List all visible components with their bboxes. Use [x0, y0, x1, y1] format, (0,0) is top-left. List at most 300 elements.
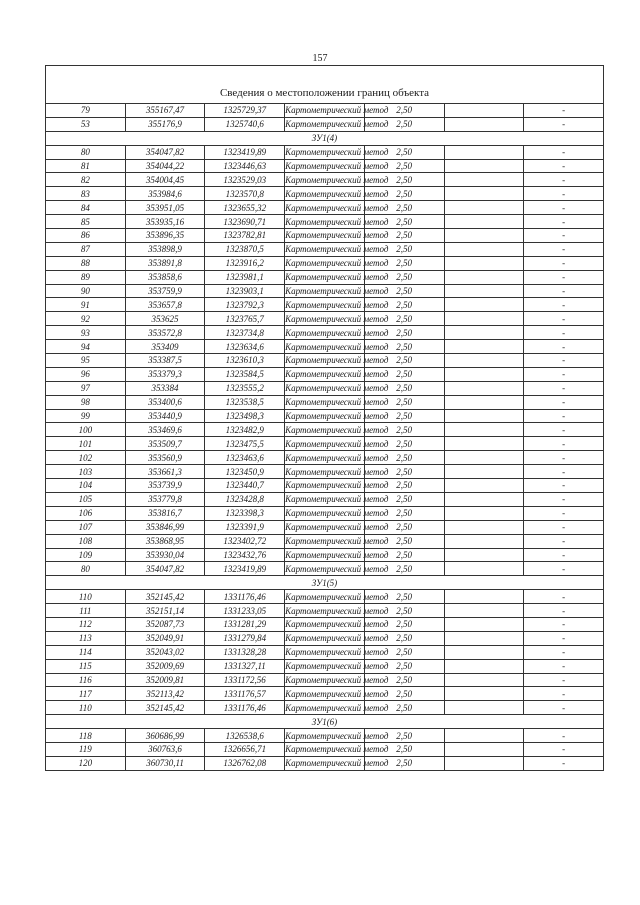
- x-coordinate-cell: 353509,7: [125, 437, 205, 451]
- method-cell: Картометрический метод: [285, 563, 389, 574]
- x-coordinate-cell: 353858,6: [125, 270, 205, 284]
- y-coordinate-cell: 1323610,3: [205, 354, 285, 368]
- method-cell: Картометрический метод: [285, 147, 389, 158]
- description-cell: [444, 117, 524, 131]
- point-number-cell: 88: [46, 256, 126, 270]
- table-row: [46, 159, 604, 173]
- accuracy-cell: 2,50: [364, 590, 444, 604]
- x-coordinate-cell: 352049,91: [125, 631, 205, 645]
- y-coordinate-cell: 1323432,76: [205, 548, 285, 562]
- table-row: [46, 520, 604, 534]
- point-number-cell: 109: [46, 548, 126, 562]
- method-cell: Картометрический метод: [285, 424, 389, 435]
- note-cell: -: [524, 215, 604, 229]
- y-coordinate-cell: 1323391,9: [205, 520, 285, 534]
- x-coordinate-cell: 360730,11: [125, 756, 205, 770]
- table-row: [46, 437, 604, 451]
- accuracy-cell: 2,50: [364, 451, 444, 465]
- x-coordinate-cell: 360686,99: [125, 729, 205, 743]
- x-coordinate-cell: 355176,9: [125, 117, 205, 131]
- point-number-cell: 90: [46, 284, 126, 298]
- accuracy-cell: 2,50: [364, 159, 444, 173]
- y-coordinate-cell: 1323463,6: [205, 451, 285, 465]
- method-cell: Картометрический метод: [285, 272, 389, 283]
- x-coordinate-cell: 360763,6: [125, 742, 205, 756]
- table-row: [46, 687, 604, 701]
- description-cell: [444, 187, 524, 201]
- note-cell: -: [524, 617, 604, 631]
- table-row: [46, 506, 604, 520]
- accuracy-cell: 2,50: [364, 298, 444, 312]
- note-cell: -: [524, 117, 604, 131]
- table-row: [46, 492, 604, 506]
- x-coordinate-cell: 353400,6: [125, 395, 205, 409]
- y-coordinate-cell: 1331328,28: [205, 645, 285, 659]
- x-coordinate-cell: 353440,9: [125, 409, 205, 423]
- method-cell: Картометрический метод: [285, 730, 389, 741]
- method-cell: Картометрический метод: [285, 230, 389, 241]
- method-cell: Картометрический метод: [285, 633, 389, 644]
- point-number-cell: 117: [46, 687, 126, 701]
- accuracy-cell: 2,50: [364, 145, 444, 159]
- y-coordinate-cell: 1323419,89: [205, 562, 285, 576]
- x-coordinate-cell: 353935,16: [125, 215, 205, 229]
- x-coordinate-cell: 353572,8: [125, 326, 205, 340]
- point-number-cell: 83: [46, 187, 126, 201]
- point-number-cell: 95: [46, 354, 126, 368]
- table-row: [46, 659, 604, 673]
- y-coordinate-cell: 1323555,2: [205, 381, 285, 395]
- accuracy-cell: 2,50: [364, 687, 444, 701]
- accuracy-cell: 2,50: [364, 520, 444, 534]
- accuracy-cell: 2,50: [364, 729, 444, 743]
- point-number-cell: 118: [46, 729, 126, 743]
- x-coordinate-cell: 352043,02: [125, 645, 205, 659]
- accuracy-cell: 2,50: [364, 284, 444, 298]
- y-coordinate-cell: 1323734,8: [205, 326, 285, 340]
- note-cell: -: [524, 312, 604, 326]
- accuracy-cell: 2,50: [364, 215, 444, 229]
- accuracy-cell: 2,50: [364, 367, 444, 381]
- x-coordinate-cell: 353896,35: [125, 229, 205, 243]
- section-header-row: [46, 131, 604, 145]
- x-coordinate-cell: 353387,5: [125, 354, 205, 368]
- description-cell: [444, 104, 524, 118]
- point-number-cell: 79: [46, 104, 126, 118]
- note-cell: -: [524, 562, 604, 576]
- x-coordinate-cell: 354047,82: [125, 145, 205, 159]
- accuracy-cell: 2,50: [364, 548, 444, 562]
- table-row: [46, 590, 604, 604]
- accuracy-cell: 2,50: [364, 479, 444, 493]
- method-cell: Картометрический метод: [285, 327, 389, 338]
- description-cell: [444, 742, 524, 756]
- table-row: [46, 117, 604, 131]
- x-coordinate-cell: 353661,3: [125, 465, 205, 479]
- x-coordinate-cell: 353560,9: [125, 451, 205, 465]
- method-cell: Картометрический метод: [285, 549, 389, 560]
- accuracy-cell: 2,50: [364, 187, 444, 201]
- y-coordinate-cell: 1323450,9: [205, 465, 285, 479]
- table-row: [46, 201, 604, 215]
- x-coordinate-cell: 353384: [125, 381, 205, 395]
- description-cell: [444, 201, 524, 215]
- y-coordinate-cell: 1323529,03: [205, 173, 285, 187]
- y-coordinate-cell: 1323792,3: [205, 298, 285, 312]
- y-coordinate-cell: 1323440,7: [205, 479, 285, 493]
- method-cell: Картометрический метод: [285, 744, 389, 755]
- table-row: [46, 354, 604, 368]
- y-coordinate-cell: 1323498,3: [205, 409, 285, 423]
- point-number-cell: 107: [46, 520, 126, 534]
- table-row: [46, 742, 604, 756]
- accuracy-cell: 2,50: [364, 645, 444, 659]
- point-number-cell: 91: [46, 298, 126, 312]
- note-cell: -: [524, 604, 604, 618]
- description-cell: [444, 395, 524, 409]
- table-row: [46, 548, 604, 562]
- description-cell: [444, 437, 524, 451]
- description-cell: [444, 729, 524, 743]
- x-coordinate-cell: 353846,99: [125, 520, 205, 534]
- note-cell: -: [524, 256, 604, 270]
- method-cell: Картометрический метод: [285, 438, 389, 449]
- point-number-cell: 89: [46, 270, 126, 284]
- table-row: [46, 187, 604, 201]
- method-cell: Картометрический метод: [285, 702, 389, 713]
- accuracy-cell: 2,50: [364, 395, 444, 409]
- description-cell: [444, 215, 524, 229]
- method-cell: Картометрический метод: [285, 188, 389, 199]
- note-cell: -: [524, 659, 604, 673]
- description-cell: [444, 340, 524, 354]
- method-cell: Картометрический метод: [285, 466, 389, 477]
- method-cell: Картометрический метод: [285, 688, 389, 699]
- y-coordinate-cell: 1323690,71: [205, 215, 285, 229]
- table-row: [46, 215, 604, 229]
- description-cell: [444, 229, 524, 243]
- y-coordinate-cell: 1323765,7: [205, 312, 285, 326]
- x-coordinate-cell: 352145,42: [125, 701, 205, 715]
- y-coordinate-cell: 1323428,8: [205, 492, 285, 506]
- method-cell: Картометрический метод: [285, 494, 389, 505]
- description-cell: [444, 520, 524, 534]
- table-row: [46, 756, 604, 770]
- note-cell: -: [524, 381, 604, 395]
- accuracy-cell: 2,50: [364, 506, 444, 520]
- point-number-cell: 110: [46, 701, 126, 715]
- accuracy-cell: 2,50: [364, 173, 444, 187]
- y-coordinate-cell: 1325740,6: [205, 117, 285, 131]
- method-cell: Картометрический метод: [285, 536, 389, 547]
- y-coordinate-cell: 1331176,46: [205, 701, 285, 715]
- section-label: ЗУ1(6): [46, 715, 604, 729]
- table-row: [46, 312, 604, 326]
- method-cell: Картометрический метод: [285, 105, 389, 116]
- note-cell: -: [524, 479, 604, 493]
- method-cell: Картометрический метод: [285, 591, 389, 602]
- table-row: [46, 423, 604, 437]
- method-cell: Картометрический метод: [285, 299, 389, 310]
- y-coordinate-cell: 1326656,71: [205, 742, 285, 756]
- description-cell: [444, 534, 524, 548]
- section-header-row: [46, 715, 604, 729]
- y-coordinate-cell: 1325729,37: [205, 104, 285, 118]
- table-row: [46, 284, 604, 298]
- y-coordinate-cell: 1331172,56: [205, 673, 285, 687]
- table-row: [46, 145, 604, 159]
- note-cell: -: [524, 437, 604, 451]
- y-coordinate-cell: 1323446,63: [205, 159, 285, 173]
- x-coordinate-cell: 353739,9: [125, 479, 205, 493]
- note-cell: -: [524, 187, 604, 201]
- description-cell: [444, 145, 524, 159]
- y-coordinate-cell: 1331233,05: [205, 604, 285, 618]
- accuracy-cell: 2,50: [364, 270, 444, 284]
- note-cell: -: [524, 687, 604, 701]
- accuracy-cell: 2,50: [364, 326, 444, 340]
- table-body: [46, 66, 604, 771]
- accuracy-cell: 2,50: [364, 312, 444, 326]
- x-coordinate-cell: 353759,9: [125, 284, 205, 298]
- note-cell: -: [524, 756, 604, 770]
- point-number-cell: 99: [46, 409, 126, 423]
- section-header-row: [46, 576, 604, 590]
- table-row: [46, 645, 604, 659]
- point-number-cell: 53: [46, 117, 126, 131]
- method-cell: Картометрический метод: [285, 674, 389, 685]
- accuracy-cell: 2,50: [364, 229, 444, 243]
- accuracy-cell: 2,50: [364, 534, 444, 548]
- point-number-cell: 98: [46, 395, 126, 409]
- description-cell: [444, 701, 524, 715]
- description-cell: [444, 409, 524, 423]
- x-coordinate-cell: 353779,8: [125, 492, 205, 506]
- note-cell: -: [524, 104, 604, 118]
- table-row: [46, 729, 604, 743]
- table-row: [46, 173, 604, 187]
- description-cell: [444, 548, 524, 562]
- boundary-coordinates-table: [45, 65, 604, 771]
- method-cell: Картометрический метод: [285, 161, 389, 171]
- note-cell: -: [524, 367, 604, 381]
- accuracy-cell: 2,50: [364, 673, 444, 687]
- y-coordinate-cell: 1326538,6: [205, 729, 285, 743]
- y-coordinate-cell: 1323398,3: [205, 506, 285, 520]
- method-cell: Картометрический метод: [285, 286, 389, 297]
- description-cell: [444, 465, 524, 479]
- note-cell: -: [524, 270, 604, 284]
- note-cell: -: [524, 395, 604, 409]
- description-cell: [444, 256, 524, 270]
- x-coordinate-cell: 352151,14: [125, 604, 205, 618]
- note-cell: -: [524, 340, 604, 354]
- x-coordinate-cell: 352009,81: [125, 673, 205, 687]
- method-cell: Картометрический метод: [285, 522, 389, 533]
- table-row: [46, 617, 604, 631]
- method-cell: Картометрический метод: [285, 119, 389, 130]
- y-coordinate-cell: 1323916,2: [205, 256, 285, 270]
- description-cell: [444, 451, 524, 465]
- y-coordinate-cell: 1323419,89: [205, 145, 285, 159]
- table-row: [46, 701, 604, 715]
- method-cell: Картометрический метод: [285, 341, 389, 352]
- accuracy-cell: 2,50: [364, 562, 444, 576]
- method-cell: Картометрический метод: [285, 480, 389, 491]
- note-cell: -: [524, 145, 604, 159]
- x-coordinate-cell: 353469,6: [125, 423, 205, 437]
- table-row: [46, 465, 604, 479]
- accuracy-cell: 2,50: [364, 409, 444, 423]
- point-number-cell: 119: [46, 742, 126, 756]
- point-number-cell: 92: [46, 312, 126, 326]
- accuracy-cell: 2,50: [364, 756, 444, 770]
- y-coordinate-cell: 1331279,84: [205, 631, 285, 645]
- method-cell: Картометрический метод: [285, 216, 389, 227]
- x-coordinate-cell: 353409: [125, 340, 205, 354]
- method-cell: Картометрический метод: [285, 244, 389, 255]
- accuracy-cell: 2,50: [364, 381, 444, 395]
- point-number-cell: 106: [46, 506, 126, 520]
- point-number-cell: 80: [46, 145, 126, 159]
- x-coordinate-cell: 354004,45: [125, 173, 205, 187]
- description-cell: [444, 479, 524, 493]
- table-row: [46, 229, 604, 243]
- accuracy-cell: 2,50: [364, 354, 444, 368]
- point-number-cell: 102: [46, 451, 126, 465]
- table-row: [46, 256, 604, 270]
- point-number-cell: 80: [46, 562, 126, 576]
- x-coordinate-cell: 353898,9: [125, 242, 205, 256]
- accuracy-cell: 2,50: [364, 742, 444, 756]
- table-row: [46, 604, 604, 618]
- point-number-cell: 82: [46, 173, 126, 187]
- note-cell: -: [524, 590, 604, 604]
- note-cell: -: [524, 645, 604, 659]
- table-row: [46, 340, 604, 354]
- point-number-cell: 93: [46, 326, 126, 340]
- description-cell: [444, 381, 524, 395]
- x-coordinate-cell: 352009,69: [125, 659, 205, 673]
- method-cell: Картометрический метод: [285, 369, 389, 380]
- page-number: 157: [312, 53, 328, 64]
- x-coordinate-cell: 352145,42: [125, 590, 205, 604]
- accuracy-cell: 2,50: [364, 617, 444, 631]
- description-cell: [444, 645, 524, 659]
- point-number-cell: 120: [46, 756, 126, 770]
- point-number-cell: 110: [46, 590, 126, 604]
- description-cell: [444, 423, 524, 437]
- section-label: ЗУ1(4): [46, 131, 604, 145]
- table-row: [46, 409, 604, 423]
- table-row: [46, 242, 604, 256]
- table-row: [46, 673, 604, 687]
- point-number-cell: 112: [46, 617, 126, 631]
- x-coordinate-cell: 353657,8: [125, 298, 205, 312]
- accuracy-cell: 2,50: [364, 604, 444, 618]
- method-cell: Картометрический метод: [285, 202, 389, 213]
- y-coordinate-cell: 1323482,9: [205, 423, 285, 437]
- description-cell: [444, 506, 524, 520]
- note-cell: -: [524, 465, 604, 479]
- y-coordinate-cell: 1331176,57: [205, 687, 285, 701]
- note-cell: -: [524, 520, 604, 534]
- point-number-cell: 114: [46, 645, 126, 659]
- table-row: [46, 270, 604, 284]
- accuracy-cell: 2,50: [364, 423, 444, 437]
- point-number-cell: 101: [46, 437, 126, 451]
- description-cell: [444, 659, 524, 673]
- point-number-cell: 115: [46, 659, 126, 673]
- description-cell: [444, 298, 524, 312]
- description-cell: [444, 590, 524, 604]
- accuracy-cell: 2,50: [364, 437, 444, 451]
- description-cell: [444, 367, 524, 381]
- table-row: [46, 395, 604, 409]
- method-cell: Картометрический метод: [285, 605, 389, 616]
- x-coordinate-cell: 355167,47: [125, 104, 205, 118]
- x-coordinate-cell: 353625: [125, 312, 205, 326]
- description-cell: [444, 326, 524, 340]
- x-coordinate-cell: 354047,82: [125, 562, 205, 576]
- description-cell: [444, 631, 524, 645]
- description-cell: [444, 673, 524, 687]
- description-cell: [444, 604, 524, 618]
- description-cell: [444, 159, 524, 173]
- accuracy-cell: 2,50: [364, 201, 444, 215]
- y-coordinate-cell: 1331281,29: [205, 617, 285, 631]
- description-cell: [444, 284, 524, 298]
- method-cell: Картометрический метод: [285, 661, 389, 672]
- point-number-cell: 103: [46, 465, 126, 479]
- x-coordinate-cell: 353379,3: [125, 367, 205, 381]
- description-cell: [444, 270, 524, 284]
- note-cell: -: [524, 492, 604, 506]
- accuracy-cell: 2,50: [364, 492, 444, 506]
- note-cell: -: [524, 506, 604, 520]
- note-cell: -: [524, 548, 604, 562]
- method-cell: Картометрический метод: [285, 258, 389, 269]
- method-cell: Картометрический метод: [285, 313, 389, 324]
- table-row: [46, 367, 604, 381]
- point-number-cell: 97: [46, 381, 126, 395]
- y-coordinate-cell: 1331327,11: [205, 659, 285, 673]
- accuracy-cell: 2,50: [364, 256, 444, 270]
- x-coordinate-cell: 353930,04: [125, 548, 205, 562]
- note-cell: -: [524, 742, 604, 756]
- table-row: [46, 326, 604, 340]
- description-cell: [444, 617, 524, 631]
- point-number-cell: 86: [46, 229, 126, 243]
- note-cell: -: [524, 354, 604, 368]
- method-cell: Картометрический метод: [285, 383, 389, 394]
- y-coordinate-cell: 1323870,5: [205, 242, 285, 256]
- method-cell: Картометрический метод: [285, 758, 389, 769]
- method-cell: Картометрический метод: [285, 174, 389, 185]
- note-cell: -: [524, 701, 604, 715]
- note-cell: -: [524, 631, 604, 645]
- y-coordinate-cell: 1323981,1: [205, 270, 285, 284]
- note-cell: -: [524, 229, 604, 243]
- method-cell: Картометрический метод: [285, 411, 389, 422]
- table-row: [46, 562, 604, 576]
- table-row: [46, 451, 604, 465]
- y-coordinate-cell: 1323475,5: [205, 437, 285, 451]
- description-cell: [444, 354, 524, 368]
- y-coordinate-cell: 1323634,6: [205, 340, 285, 354]
- description-cell: [444, 687, 524, 701]
- point-number-cell: 116: [46, 673, 126, 687]
